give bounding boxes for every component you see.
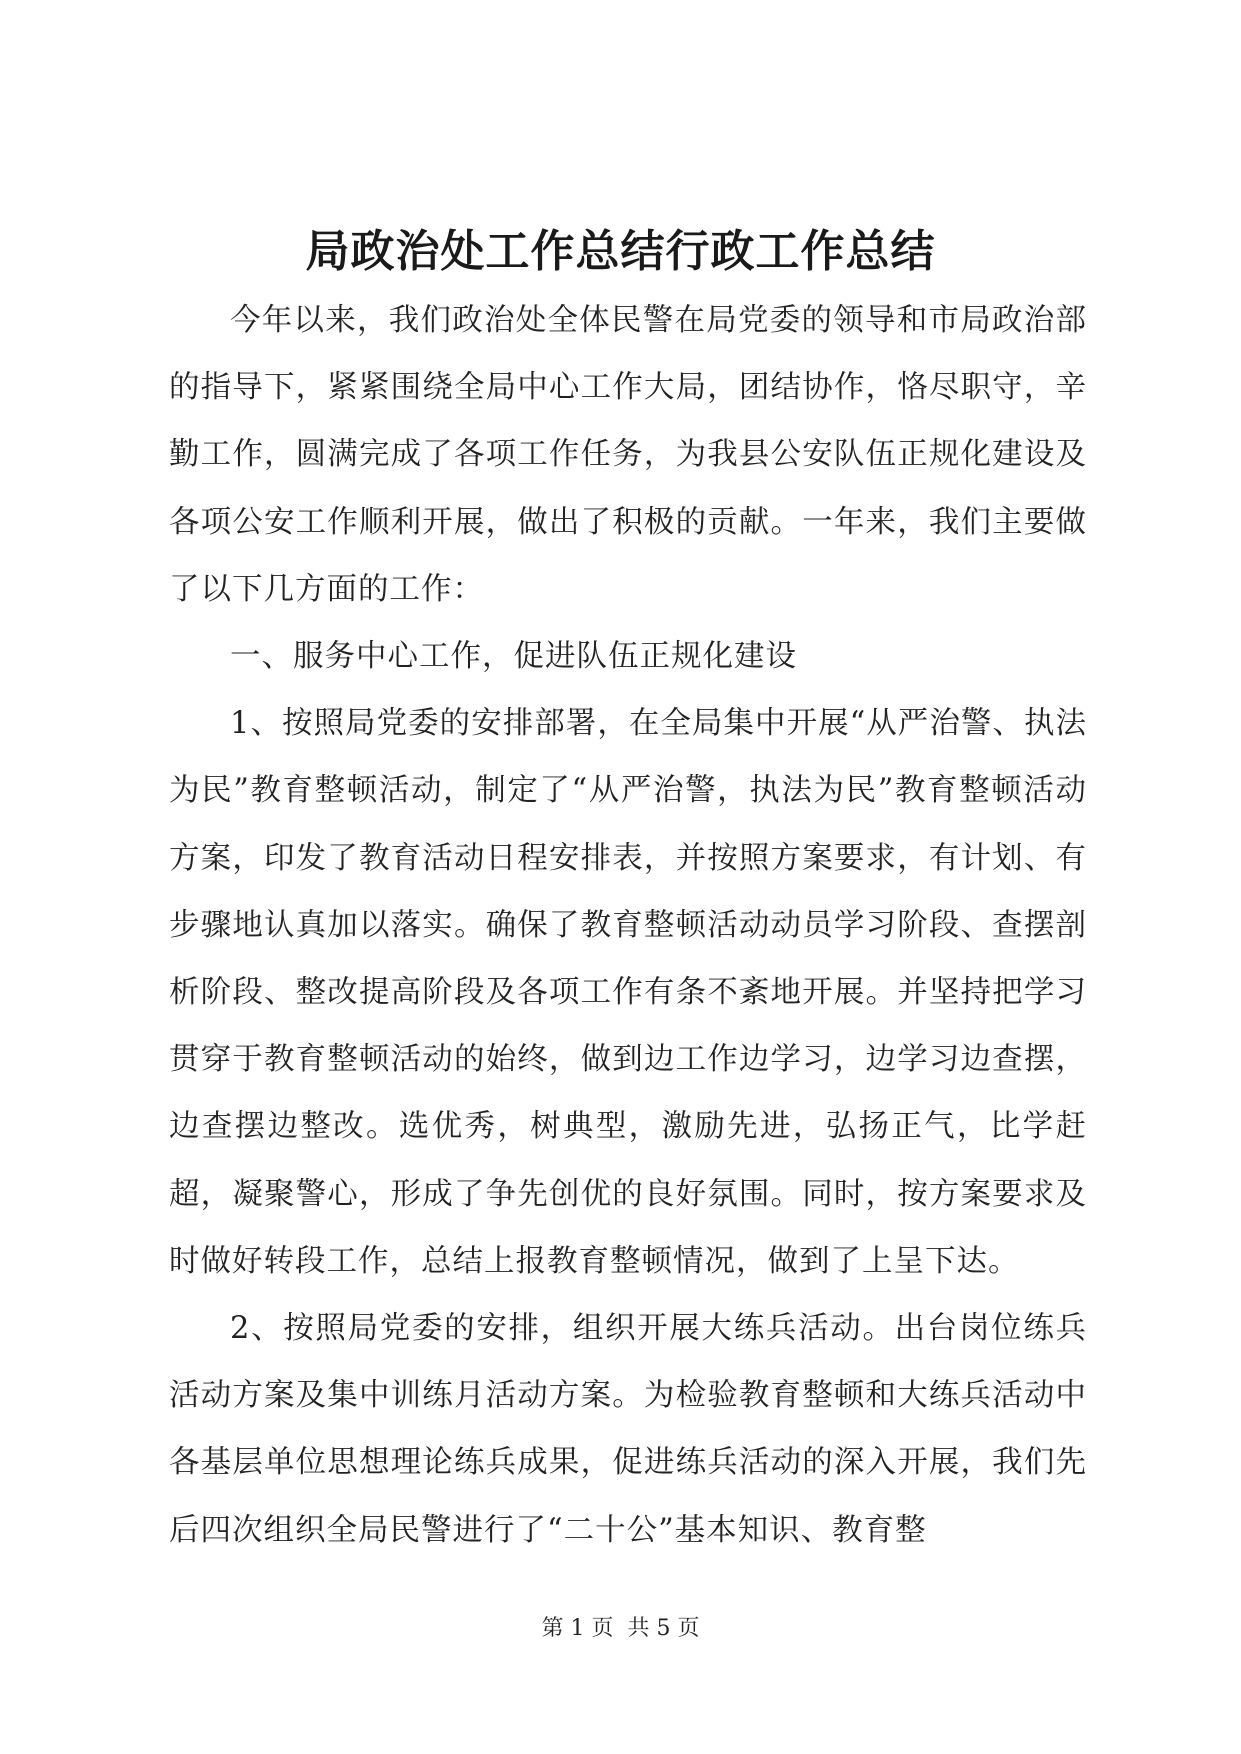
page-footer: [0, 1614, 1241, 1644]
paragraph-item-1: 1、按照局党委的安排部署，在全局集中开展“从严治警、执法为民”教育整顿活动，制定了“从严治警，执法为民”教育整顿活动方案，印发了教育活动日程安排表，并按照方案要求，有计划、有步骤地认真加以落实。确保了教育整顿活动动员学习阶段、查摆剖析阶段、整改提高阶段及各项工作有条不紊地开展。并坚持把学习贯穿于教育整顿活动的始终，做到边工作边学习，边学习边查摆，边查摆边整改。选优秀，树典型，激励先进，弘扬正气，比学赶超，凝聚警心，形成了争先创优的良好氛围。同时，按方案要求及时做好转段工作，总结上报教育整顿情况，做到了上呈下达。: [169, 706, 1087, 1279]
document-body: [169, 287, 1087, 1564]
paragraph-intro: 今年以来，我们政治处全体民警在局党委的领导和市局政治部的指导下，紧紧围绕全局中心工作大局，团结协作，恪尽职守，辛勤工作，圆满完成了各项工作任务，为我县公安队伍正规化建设及各项公安工作顺利开展，做出了积极的贡献。一年来，我们主要做了以下几方面的工作：: [169, 303, 1087, 607]
paragraph-item-2: 2、按照局党委的安排，组织开展大练兵活动。出台岗位练兵活动方案及集中训练月活动方案。为检验教育整顿和大练兵活动中各基层单位思想理论练兵成果，促进练兵活动的深入开展，我们先后四次组织全局民警进行了“二十公”基本知识、教育整: [169, 1311, 1087, 1548]
document-title: 局政治处工作总结行政工作总结: [305, 226, 936, 277]
section-heading-1: 一、服务中心工作，促进队伍正规化建设: [230, 639, 797, 675]
page-number-label: 第 1 页 共 5 页: [541, 1616, 700, 1641]
